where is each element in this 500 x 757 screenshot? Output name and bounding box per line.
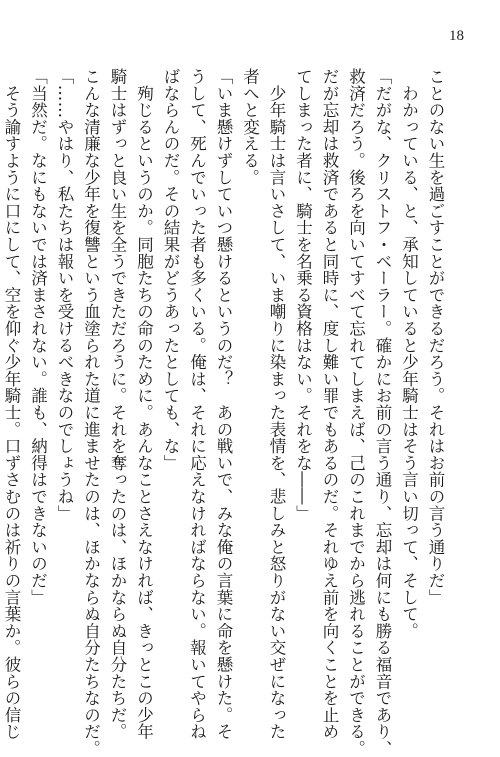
text-line: 殉じるというのか。同胞たちの命のために。あんなことさえなければ、きっとこの少年 <box>134 68 154 740</box>
text-line: 「当然だ。なにもないでは済まされない。誰も、納得はできないのだ」 <box>28 68 48 606</box>
text-line: ことのない生を過ごすことができるだろう。それはお前の言う通りだ」 <box>426 68 445 606</box>
text-line: そう諭すように口にして、空を仰ぐ少年騎士。口ずさむのは祈りの言葉か。彼らの信じ <box>2 68 21 740</box>
text-line: 者へと変える。 <box>240 68 260 186</box>
text-line: だが忘却は救済であると同時に、度し難い罪でもあるのだ。それゆえ前を向くことを止め <box>320 68 339 740</box>
body-text <box>0 68 448 757</box>
text-line: 救済だろう。後ろを向いてすべて忘れてしまえば、己のこれまでから逃れることができる。 <box>346 68 366 757</box>
text-line: 「……やはり、私たちは報いを受けるべきなのでしょうね」 <box>55 68 74 522</box>
text-line: 「いま懸けずしていつ懸けるというのだ？ あの戦いで、みな俺の言葉に命を懸けた。そ <box>214 68 233 740</box>
text-line: 騎士はずっと良い生を全うできただろうに。それを奪ったのは、ほかならぬ自分たちだ。 <box>108 68 127 740</box>
page-number: 18 <box>449 28 464 44</box>
text-line: ばならんのだ。その結果がどうあったとしても、な」 <box>161 68 180 472</box>
text-line: てしまった者に、騎士を名乗る資格はない。それをな――」 <box>293 68 313 522</box>
text-line: うして、死んでいった者も多くいる。俺は、それに応えなければならない。報いてやらね <box>187 68 207 740</box>
text-line: 少年騎士は言いさして、いま嘲りに染まった表情を、悲しみと怒りがない交ぜになった <box>267 68 286 740</box>
text-line: こんな清廉な少年を復讐という血塗られた道に進ませたのは、ほかならぬ自分たちなのだ。 <box>81 68 101 757</box>
text-line: わかっている、と、承知していると少年騎士はそう言い切って、そして。 <box>399 68 419 640</box>
text-line: 「だがな、クリストフ・ベーラー。確かにお前の言う通り、忘却は何にも勝る福音であり、 <box>373 68 392 757</box>
